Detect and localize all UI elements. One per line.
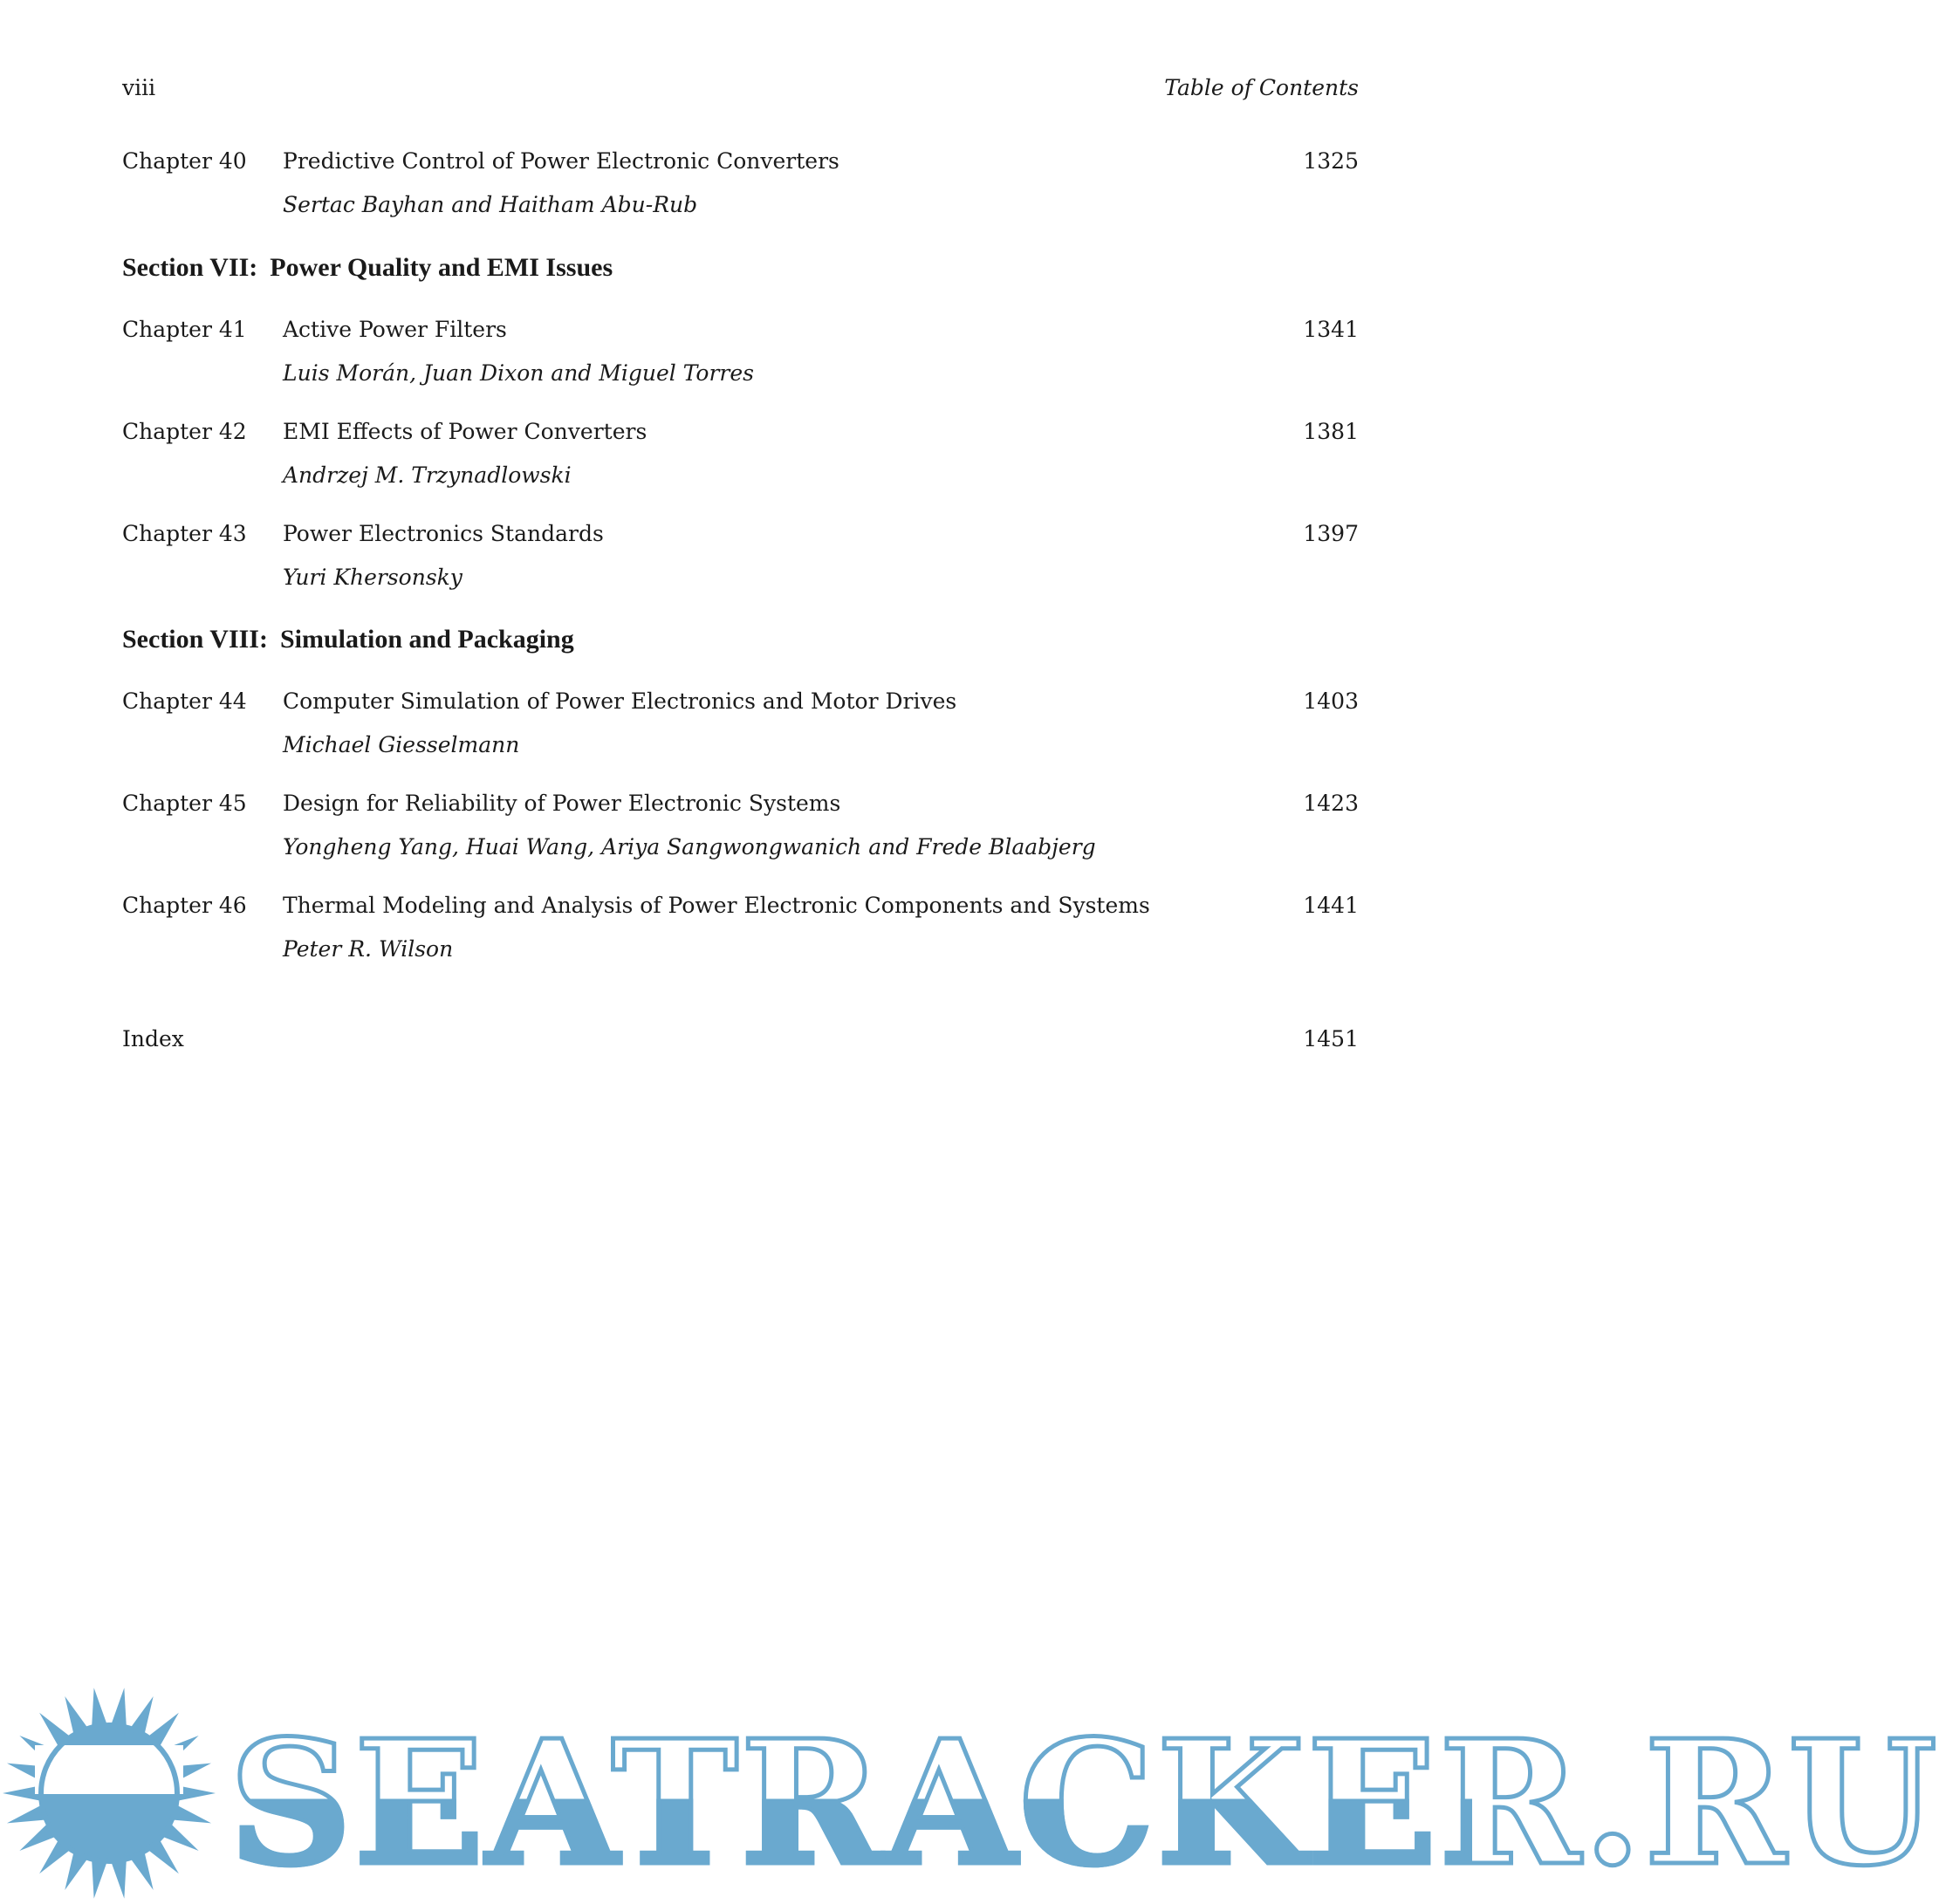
- chapter-title: Thermal Modeling and Analysis of Power Electronic Components and Systems: [283, 893, 1150, 918]
- chapter-authors: Yongheng Yang, Huai Wang, Ariya Sangwongwanich and Frede Blaabjerg: [283, 834, 1096, 860]
- sun-ray: [92, 1861, 106, 1899]
- section-heading-viii: [122, 625, 574, 654]
- page-number: viii: [122, 75, 156, 100]
- section-title: Simulation and Packaging: [279, 625, 574, 654]
- toc-entry-index[interactable]: [122, 1026, 1359, 1058]
- chapter-label: Chapter 41: [122, 317, 247, 342]
- chapter-page-number: 1441: [1303, 893, 1359, 918]
- sun-ray: [112, 1688, 127, 1725]
- toc-entry-chapter-42[interactable]: [122, 419, 1359, 503]
- sun-ray: [92, 1688, 106, 1725]
- sun-ray: [7, 1805, 45, 1823]
- sun-logo-icon: [0, 1684, 227, 1898]
- chapter-title: Active Power Filters: [283, 317, 507, 342]
- chapter-page-number: 1397: [1303, 521, 1359, 546]
- chapter-authors: Sertac Bayhan and Haitham Abu-Rub: [283, 192, 698, 217]
- chapter-page-number: 1403: [1303, 688, 1359, 714]
- index-label: Index: [122, 1026, 184, 1051]
- toc-entry-chapter-46[interactable]: [122, 893, 1359, 976]
- sun-ray: [112, 1861, 127, 1899]
- chapter-label: Chapter 40: [122, 148, 247, 174]
- chapter-title: Power Electronics Standards: [283, 521, 604, 546]
- toc-entry-chapter-43[interactable]: [122, 521, 1359, 605]
- toc-entry-chapter-41[interactable]: [122, 317, 1359, 401]
- chapter-page-number: 1423: [1303, 791, 1359, 816]
- sun-ray: [174, 1805, 211, 1823]
- toc-entry-chapter-44[interactable]: [122, 688, 1359, 772]
- toc-entry-chapter-45[interactable]: [122, 791, 1359, 874]
- chapter-authors: Yuri Khersonsky: [283, 565, 462, 590]
- section-heading-vii: [122, 253, 613, 283]
- chapter-title: Computer Simulation of Power Electronics and Motor Drives: [283, 688, 957, 714]
- chapter-title: Design for Reliability of Power Electronic Systems: [283, 791, 841, 816]
- chapter-page-number: 1381: [1303, 419, 1359, 444]
- chapter-label: Chapter 46: [122, 893, 247, 918]
- index-page-number: 1451: [1303, 1026, 1359, 1051]
- chapter-label: Chapter 45: [122, 791, 247, 816]
- chapter-authors: Andrzej M. Trzynadlowski: [283, 462, 572, 488]
- section-label: Section VII:: [122, 253, 258, 282]
- chapter-page-number: 1325: [1303, 148, 1359, 174]
- sun-ray: [3, 1785, 39, 1800]
- chapter-page-number: 1341: [1303, 317, 1359, 342]
- section-title: Power Quality and EMI Issues: [270, 253, 613, 282]
- chapter-label: Chapter 44: [122, 688, 247, 714]
- chapter-authors: Peter R. Wilson: [283, 936, 454, 962]
- running-head: [122, 75, 1359, 106]
- toc-entry-chapter-40[interactable]: [122, 148, 1359, 232]
- section-label: Section VIII:: [122, 625, 268, 654]
- chapter-title: Predictive Control of Power Electronic Converters: [283, 148, 839, 174]
- chapter-label: Chapter 42: [122, 419, 247, 444]
- sun-ray: [179, 1785, 216, 1800]
- chapter-label: Chapter 43: [122, 521, 247, 546]
- chapter-authors: Michael Giesselmann: [283, 732, 520, 757]
- watermark-text: SEATRACKER.RU: [229, 1703, 1939, 1904]
- chapter-authors: Luis Morán, Juan Dixon and Miguel Torres: [283, 360, 754, 386]
- chapter-title: EMI Effects of Power Converters: [283, 419, 647, 444]
- running-title: Table of Contents: [1164, 75, 1359, 100]
